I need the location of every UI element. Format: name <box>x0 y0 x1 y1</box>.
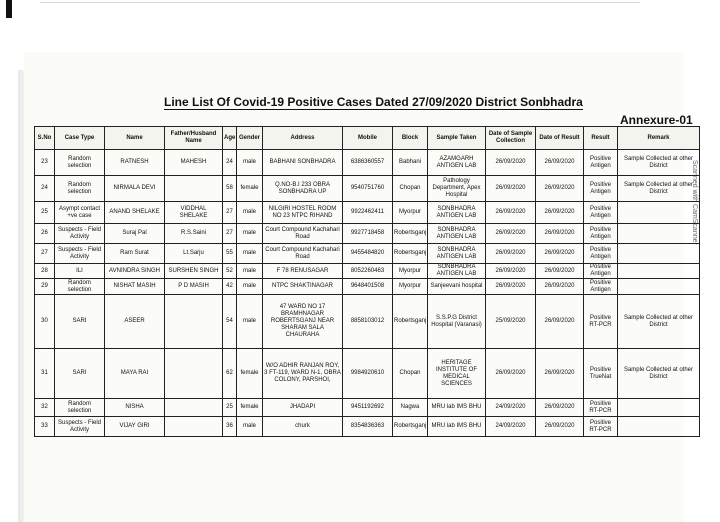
gender-cell: female <box>237 349 263 399</box>
remark-cell <box>618 202 700 224</box>
serial-number-cell: 23 <box>35 150 55 176</box>
mobile-cell: 8858103012 <box>343 295 393 349</box>
result-date-cell: 26/09/2020 <box>536 202 584 224</box>
result-date-cell: 26/09/2020 <box>536 349 584 399</box>
table-header-row <box>35 127 700 150</box>
scanner-watermark: Scanned with CamScanner <box>691 160 698 245</box>
result-date-cell: 26/09/2020 <box>536 244 584 264</box>
column-header: Age <box>223 127 237 150</box>
name-cell: MAYA RAI <box>105 349 165 399</box>
father-name-cell <box>165 417 223 437</box>
father-name-cell: P D MASIH <box>165 279 223 295</box>
remark-cell: Sample Collected at other District <box>618 176 700 202</box>
name-cell: NISHA <box>105 399 165 417</box>
serial-number-cell: 33 <box>35 417 55 437</box>
block-cell: Robertsganj <box>393 224 428 244</box>
collection-date-cell: 26/09/2020 <box>486 279 536 295</box>
column-header: Name <box>105 127 165 150</box>
father-name-cell <box>165 349 223 399</box>
table-body <box>35 150 700 437</box>
gender-cell: female <box>237 176 263 202</box>
address-cell: NTPC SHAKTINAGAR <box>263 279 343 295</box>
column-header: Gender <box>237 127 263 150</box>
serial-number-cell: 28 <box>35 264 55 279</box>
collection-date-cell: 26/09/2020 <box>486 150 536 176</box>
sample-taken-cell: SONBHADRA ANTIGEN LAB <box>428 244 486 264</box>
father-name-cell: SURSHEN SINGH <box>165 264 223 279</box>
case-type-cell: Random selection <box>55 176 105 202</box>
collection-date-cell: 26/09/2020 <box>486 244 536 264</box>
address-cell: F 78 RENUSAGAR <box>263 264 343 279</box>
block-cell: Chopan <box>393 176 428 202</box>
table-row <box>35 399 700 417</box>
column-header: Case Type <box>55 127 105 150</box>
gender-cell: male <box>237 150 263 176</box>
collection-date-cell: 26/09/2020 <box>486 202 536 224</box>
serial-number-cell: 26 <box>35 224 55 244</box>
gender-cell: male <box>237 417 263 437</box>
column-header: Address <box>263 127 343 150</box>
address-cell: NILGIRI HOSTEL ROOM NO 23 NTPC RIHAND <box>263 202 343 224</box>
block-cell: Robertsganj <box>393 244 428 264</box>
remark-cell <box>618 279 700 295</box>
sample-taken-cell: MRU lab IMS BHU <box>428 399 486 417</box>
result-cell: Positive Antigen <box>584 264 618 279</box>
mobile-cell: 9984920610 <box>343 349 393 399</box>
serial-number-cell: 30 <box>35 295 55 349</box>
corner-mark <box>6 0 12 18</box>
mobile-cell: 6386360557 <box>343 150 393 176</box>
result-cell: Positive Antigen <box>584 224 618 244</box>
table-row <box>35 264 700 279</box>
column-header: Mobile <box>343 127 393 150</box>
sample-taken-cell: HERITAGE INSTITUTE OF MEDICAL SCIENCES <box>428 349 486 399</box>
sample-taken-cell: MRU lab IMS BHU <box>428 417 486 437</box>
serial-number-cell: 27 <box>35 244 55 264</box>
remark-cell: Sample Collected at other District <box>618 295 700 349</box>
age-cell: 54 <box>223 295 237 349</box>
mobile-cell: 9540751760 <box>343 176 393 202</box>
column-header: Sample Taken <box>428 127 486 150</box>
gender-cell: male <box>237 264 263 279</box>
table-row <box>35 349 700 399</box>
table-row <box>35 417 700 437</box>
top-line <box>40 2 640 13</box>
collection-date-cell: 26/09/2020 <box>486 176 536 202</box>
sample-taken-cell: Pathology Department, Apex Hospital <box>428 176 486 202</box>
case-type-cell: Suspects - Field Activity <box>55 417 105 437</box>
sample-taken-cell: S.S.P.G District Hospital (Varanasi) <box>428 295 486 349</box>
case-type-cell: Asympt contact +ve case <box>55 202 105 224</box>
sample-taken-cell: SONBHADRA ANTIGEN LAB <box>428 224 486 244</box>
gender-cell: male <box>237 295 263 349</box>
block-cell: Chopan <box>393 349 428 399</box>
gender-cell: male <box>237 244 263 264</box>
top-bar <box>0 0 720 30</box>
name-cell: AVNINDRA SINGH <box>105 264 165 279</box>
result-cell: Positive RT-PCR <box>584 295 618 349</box>
table-row <box>35 279 700 295</box>
name-cell: Suraj Pal <box>105 224 165 244</box>
age-cell: 27 <box>223 224 237 244</box>
remark-cell <box>618 399 700 417</box>
gender-cell: female <box>237 399 263 417</box>
column-header: Result <box>584 127 618 150</box>
father-name-cell: R.S.Saini <box>165 224 223 244</box>
age-cell: 58 <box>223 176 237 202</box>
block-cell: Nagwa <box>393 399 428 417</box>
result-cell: Positive Antigen <box>584 150 618 176</box>
age-cell: 62 <box>223 349 237 399</box>
gender-cell: male <box>237 224 263 244</box>
result-cell: Positive Antigen <box>584 279 618 295</box>
address-cell: 47 WARD NO 17 BRAMHNAGAR ROBERTSGANJ NEAR SHARAM SALA CHAURAHA <box>263 295 343 349</box>
case-type-cell: Suspects - Field Activity <box>55 224 105 244</box>
name-cell: RATNESH <box>105 150 165 176</box>
document-title: Line List Of Covid-19 Positive Cases Dated 27/09/2020 District Sonbhadra <box>164 95 583 109</box>
name-cell: NISHAT MASIH <box>105 279 165 295</box>
father-name-cell <box>165 176 223 202</box>
result-date-cell: 26/09/2020 <box>536 279 584 295</box>
block-cell: Robertsganj <box>393 295 428 349</box>
name-cell: ASEER <box>105 295 165 349</box>
address-cell: churk <box>263 417 343 437</box>
remark-cell <box>618 264 700 279</box>
case-type-cell: SARI <box>55 349 105 399</box>
father-name-cell <box>165 295 223 349</box>
name-cell: NIRMALA DEVI <box>105 176 165 202</box>
mobile-cell: 9455484820 <box>343 244 393 264</box>
remark-cell <box>618 224 700 244</box>
result-date-cell: 26/09/2020 <box>536 150 584 176</box>
column-header: Date of Sample Collection <box>486 127 536 150</box>
column-header: Father/Husband Name <box>165 127 223 150</box>
result-date-cell: 26/09/2020 <box>536 295 584 349</box>
age-cell: 52 <box>223 264 237 279</box>
case-type-cell: Random selection <box>55 279 105 295</box>
result-cell: Positive Antigen <box>584 202 618 224</box>
sample-taken-cell: SONBHADRA ANTIGEN LAB <box>428 264 486 279</box>
result-date-cell: 26/09/2020 <box>536 399 584 417</box>
table-row <box>35 244 700 264</box>
column-header: Remark <box>618 127 700 150</box>
name-cell: VIJAY GIRI <box>105 417 165 437</box>
gender-cell: male <box>237 202 263 224</box>
case-type-cell: Random selection <box>55 150 105 176</box>
sample-taken-cell: Sanjeevani hospital <box>428 279 486 295</box>
name-cell: Ram Surat <box>105 244 165 264</box>
collection-date-cell: 24/09/2020 <box>486 399 536 417</box>
remark-cell <box>618 244 700 264</box>
case-type-cell: Suspects - Field Activity <box>55 244 105 264</box>
case-type-cell: SARI <box>55 295 105 349</box>
column-header: S.No <box>35 127 55 150</box>
serial-number-cell: 31 <box>35 349 55 399</box>
serial-number-cell: 24 <box>35 176 55 202</box>
address-cell: BABHANI SONBHADRA <box>263 150 343 176</box>
address-cell: Q.NO-B.I 233 OBRA SONBHADRA UP <box>263 176 343 202</box>
result-date-cell: 26/09/2020 <box>536 264 584 279</box>
result-cell: Positive TrueNat <box>584 349 618 399</box>
remark-cell: Sample Collected at other District <box>618 349 700 399</box>
block-cell: Babhani <box>393 150 428 176</box>
collection-date-cell: 26/09/2020 <box>486 349 536 399</box>
age-cell: 42 <box>223 279 237 295</box>
cases-table <box>34 126 700 437</box>
result-date-cell: 26/09/2020 <box>536 176 584 202</box>
result-date-cell: 26/09/2020 <box>536 417 584 437</box>
table-row <box>35 295 700 349</box>
father-name-cell <box>165 399 223 417</box>
remark-cell <box>618 417 700 437</box>
address-cell: Court Compound Kachahari Road <box>263 244 343 264</box>
gender-cell: male <box>237 279 263 295</box>
mobile-cell: 8354836363 <box>343 417 393 437</box>
father-name-cell: VIDDHAL SHELAKE <box>165 202 223 224</box>
mobile-cell: 9922462411 <box>343 202 393 224</box>
result-date-cell: 26/09/2020 <box>536 224 584 244</box>
serial-number-cell: 25 <box>35 202 55 224</box>
serial-number-cell: 32 <box>35 399 55 417</box>
mobile-cell: 9451192692 <box>343 399 393 417</box>
age-cell: 36 <box>223 417 237 437</box>
annexure-label: Annexure-01 <box>620 113 693 127</box>
collection-date-cell: 25/09/2020 <box>486 295 536 349</box>
serial-number-cell: 29 <box>35 279 55 295</box>
collection-date-cell: 26/09/2020 <box>486 224 536 244</box>
case-type-cell: ILI <box>55 264 105 279</box>
collection-date-cell: 24/09/2020 <box>486 417 536 437</box>
table-row <box>35 224 700 244</box>
age-cell: 24 <box>223 150 237 176</box>
table-row <box>35 150 700 176</box>
table-row <box>35 202 700 224</box>
column-header: Date of Result <box>536 127 584 150</box>
sample-taken-cell: AZAMGARH ANTIGEN LAB <box>428 150 486 176</box>
age-cell: 55 <box>223 244 237 264</box>
address-cell: JHADAPI <box>263 399 343 417</box>
mobile-cell: 9927718458 <box>343 224 393 244</box>
age-cell: 25 <box>223 399 237 417</box>
result-cell: Positive RT-PCR <box>584 417 618 437</box>
result-cell: Positive Antigen <box>584 244 618 264</box>
block-cell: Robertsganj <box>393 417 428 437</box>
collection-date-cell: 26/09/2020 <box>486 264 536 279</box>
age-cell: 27 <box>223 202 237 224</box>
address-cell: W/O ADHIR RANJAN ROY, 3 FT-119, WARD N-1, OBRA COLONY, PARSHOI, <box>263 349 343 399</box>
block-cell: Myorpur <box>393 202 428 224</box>
mobile-cell: 9648401508 <box>343 279 393 295</box>
father-name-cell: MAHESH <box>165 150 223 176</box>
mobile-cell: 8052260463 <box>343 264 393 279</box>
result-cell: Positive RT-PCR <box>584 399 618 417</box>
name-cell: ANAND SHELAKE <box>105 202 165 224</box>
block-cell: Myorpur <box>393 279 428 295</box>
block-cell: Myorpur <box>393 264 428 279</box>
result-cell: Positive Antigen <box>584 176 618 202</box>
sample-taken-cell: SONBHADRA ANTIGEN LAB <box>428 202 486 224</box>
table-row <box>35 176 700 202</box>
address-cell: Court Compound Kachahari Road <box>263 224 343 244</box>
case-type-cell: Random selection <box>55 399 105 417</box>
remark-cell: Sample Collected at other District <box>618 150 700 176</box>
father-name-cell: Lt.Sarju <box>165 244 223 264</box>
column-header: Block <box>393 127 428 150</box>
